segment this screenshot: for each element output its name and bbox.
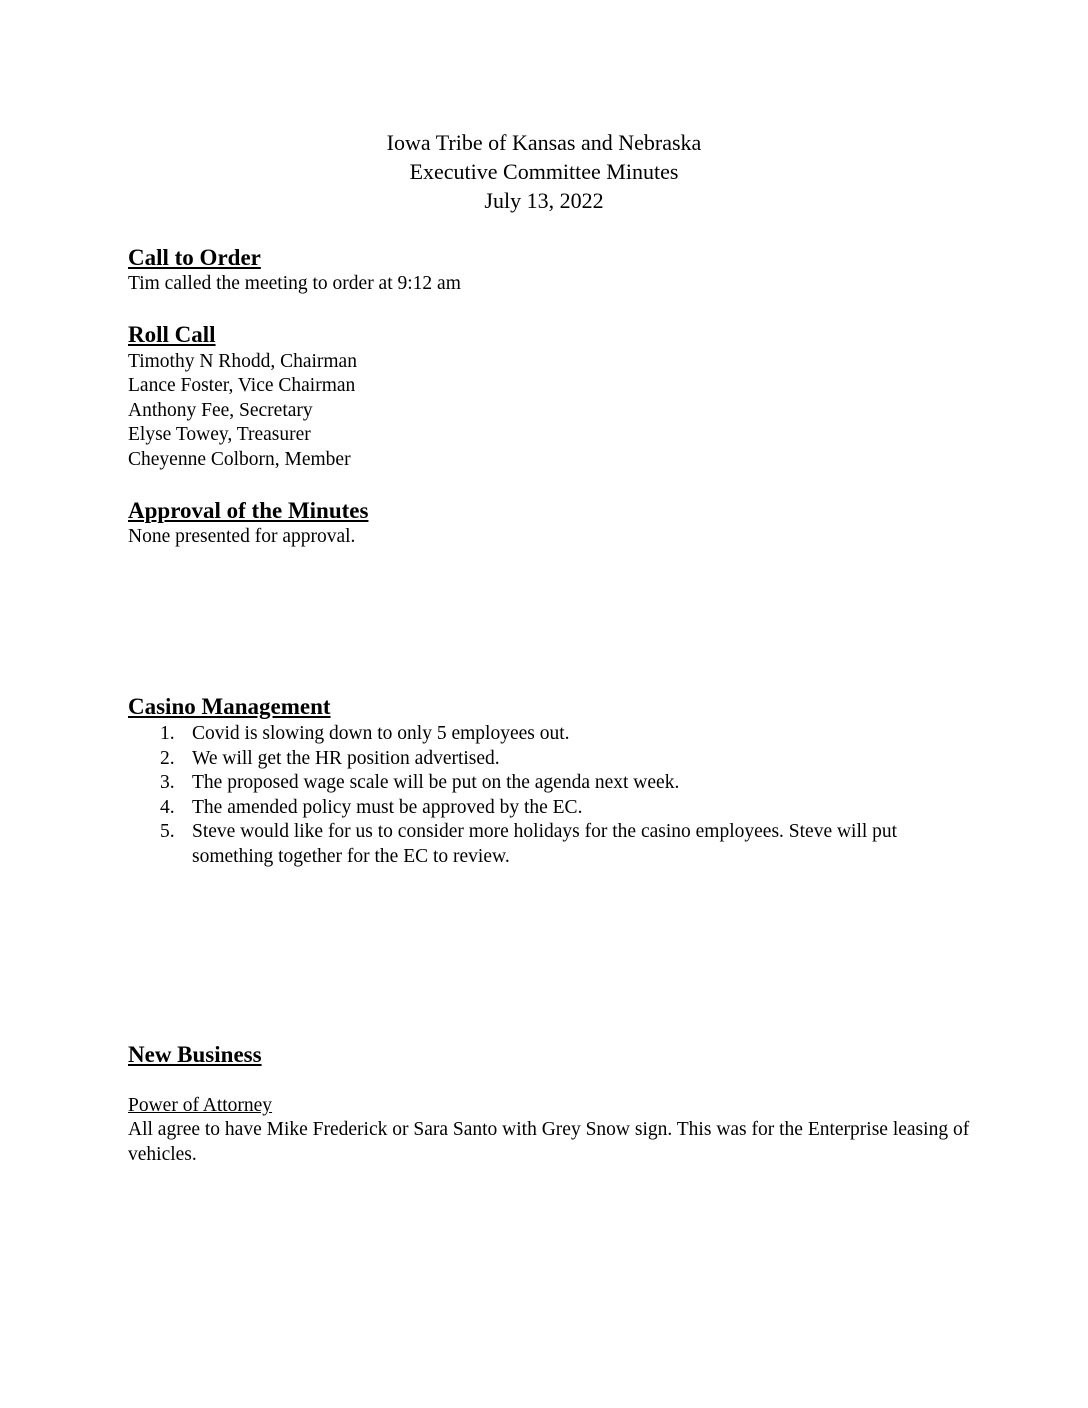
list-item [128,796,968,821]
document-subtitle: Executive Committee Minutes [409,159,679,184]
list-item-text: We will get the HR position advertised. [192,747,500,769]
document-title: Iowa Tribe of Kansas and Nebraska [386,130,702,155]
list-item-number: 1. [160,723,175,744]
list-item-number: 4. [160,796,175,818]
casino-management-list [128,722,968,869]
approval-text: None presented for approval. [128,526,356,547]
list-item [128,722,968,747]
call-to-order-text: Tim called the meeting to order at 9:12 am [128,273,461,294]
list-item-number: 3. [160,772,175,793]
list-item-text: Covid is slowing down to only 5 employees out. [192,723,570,744]
list-item [128,771,968,796]
list-item-number: 5. [160,821,175,842]
new-business-heading: New Business [128,1042,262,1067]
roll-call-member: Cheyenne Colborn, Member [128,449,351,470]
list-item [128,747,968,772]
roll-call-member: Anthony Fee, Secretary [128,400,313,421]
roll-call-member: Elyse Towey, Treasurer [128,424,311,445]
list-item-number: 2. [160,747,175,769]
roll-call-member: Lance Foster, Vice Chairman [128,375,356,396]
approval-heading: Approval of the Minutes [128,498,369,523]
roll-call-heading: Roll Call [128,322,216,347]
list-item [128,820,968,869]
list-item-text: The amended policy must be approved by the EC. [192,796,583,818]
list-item-text: The proposed wage scale will be put on the agenda next week. [192,772,680,793]
roll-call-member: Timothy N Rhodd, Chairman [128,351,357,372]
call-to-order-heading: Call to Order [128,245,261,270]
document-date: July 13, 2022 [484,188,604,213]
casino-management-heading: Casino Management [128,694,331,719]
power-of-attorney-text: All agree to have Mike Frederick or Sara Santo with Grey Snow sign. This was for the Enterprise leasing of vehicles. [128,1119,970,1165]
power-of-attorney-subheading: Power of Attorney [128,1095,273,1116]
list-item-text: Steve would like for us to consider more holidays for the casino employees. Steve will put something together for the EC to review. [192,821,898,867]
